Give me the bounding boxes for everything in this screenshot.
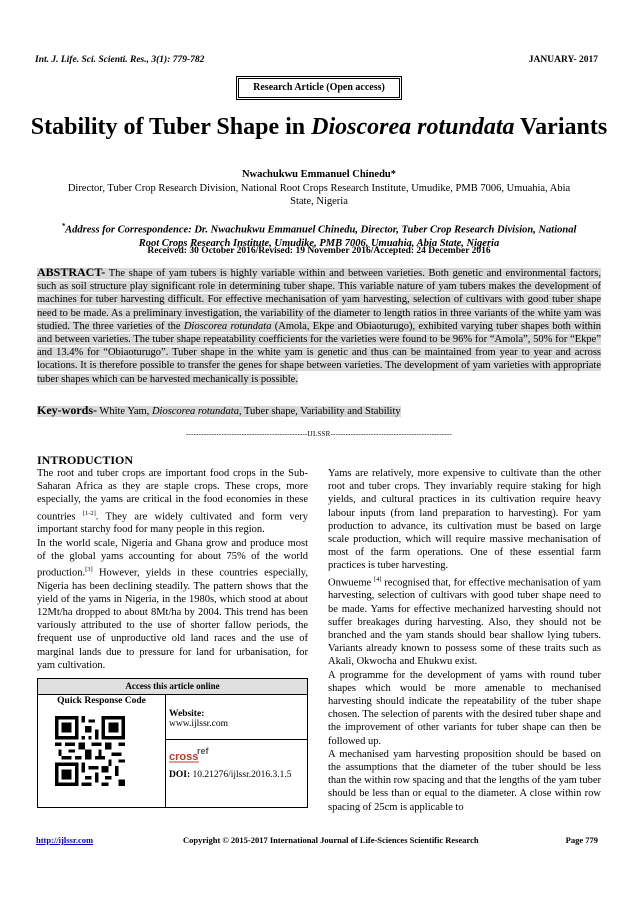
doi-line <box>169 770 291 780</box>
submission-dates: Received: 30 October 2016/Revised: 19 November 2016/Accepted: 24 December 2016 <box>147 246 491 256</box>
paper-title <box>30 112 608 142</box>
intro-paragraph-1 <box>37 467 308 537</box>
section-divider: ------------------------------------------------IJLSSR------------------------------------------------ <box>186 430 452 438</box>
correspondence-text: Address for Correspondence: Dr. Nwachukwu Emmanuel Chinedu, Director, Tuber Crop Research Division, National Root Crops Research Institute, Umudike, PMB 7006, Umuahia, Abia State, Nigeria <box>65 224 577 249</box>
abstract <box>37 266 601 386</box>
abstract-label: ABSTRACT- <box>37 265 106 279</box>
paragraph-text: However, yields in these countries especially, Nigeria has been declining steadily. The pattern shows that the yield of the yams in Nigeria, in the 1980s, which stood at about 12Mt/ha dropped to about 8Mt/ha by 2004. This trend has been variously attributed to the use of shorter fallow periods, the frequent use of unproductive old land races and the use of marginal lands due to pressure for land for urbanisation, for yam cultivation. <box>37 567 308 671</box>
website-label: Website: <box>169 709 205 719</box>
keywords-text: White Yam, <box>97 406 152 417</box>
paragraph-text: . They are widely cultivated and form very important starchy food for many people in this region. <box>37 511 308 536</box>
footer-journal-link[interactable]: http://ijlssr.com <box>36 835 94 845</box>
citation-1-2[interactable]: [1-2] <box>82 509 96 517</box>
paragraph-text: Onwueme <box>328 577 374 589</box>
left-column <box>37 467 308 672</box>
title-species: Dioscorea rotundata <box>311 114 515 140</box>
qr-label: Quick Response Code <box>57 696 146 706</box>
qr-cell <box>38 694 166 807</box>
access-box-heading: Access this article online <box>38 679 307 695</box>
intro-paragraph-4 <box>328 573 601 669</box>
footer-copyright: Copyright © 2015-2017 International Journal of Life-Sciences Scientific Research <box>183 835 479 845</box>
keywords-label: Key-words- <box>37 403 97 417</box>
keywords-species: Dioscorea rotundata <box>151 406 239 417</box>
running-header-journal: Int. J. Life. Sci. Scienti. Res., 3(1): 779-782 <box>35 55 205 65</box>
website-block <box>169 709 228 729</box>
doi-label: DOI: <box>169 770 191 780</box>
footer-page-number: Page 779 <box>565 835 598 845</box>
paragraph-text: recognised that, for effective mechanisation of yam harvesting, selection of cultivars with good tuber shape need to be made. Yams for effective mechanized harvesting should not suffer breakages during harvesting. Also, they should not be branched and the yam stands should bear shallow lying tubers. Variants already known to possess some of these traits such as Akali, Okwocha and Ehukwu exist. <box>328 577 601 668</box>
right-column <box>328 467 601 814</box>
intro-paragraph-5: A programme for the development of yams with round tuber shapes which would be more amenable to mechanised harvesting should indicate the repeatability of the tuber shape chosen. The selection of parents with the desired tuber shape and the improvement of other variants for tuber shape can then be followed up. <box>328 669 602 747</box>
citation-3[interactable]: [3] <box>85 565 93 573</box>
author-affiliation: Director, Tuber Crop Research Division, National Root Crops Research Institute, Umudike, PMB 7006, Umuahia, Abia State, Nigeria <box>67 183 571 207</box>
author-name: Nwachukwu Emmanuel Chinedu* <box>241 169 397 180</box>
svg-text:ref: ref <box>197 746 209 756</box>
title-text: Stability of Tuber Shape in <box>30 114 312 140</box>
website-link[interactable]: www.ijlssr.com <box>169 719 229 729</box>
citation-4[interactable]: [4] <box>373 575 382 583</box>
box-divider <box>166 739 307 740</box>
keywords <box>37 403 601 418</box>
abstract-text-cont: (Amola, Ekpe and Obiaoturugo), exhibited varying tuber shapes both within and between varieties. The tuber shape repeatability coefficients for the varieties were found to be 96% for “Amola”, 50% for “Ekpe” and 13.4% for “Obiaoturugo”. Tuber shape in the white yam is genetic and thus can be maintained from year to year and across locations. It is therefore possible to transfer the genes for shape between varieties. The development of yam varieties with appropriate tuber shapes which can be harvested mechanically is possible. <box>37 320 601 385</box>
running-header-date: JANUARY- 2017 <box>528 55 598 65</box>
qr-code-icon[interactable] <box>55 716 125 786</box>
intro-paragraph-3: Yams are relatively, more expensive to cultivate than the other root and tuber crops. They invariably require staking for high yields, and cultural practices in its cultivation require heavy labour inputs (from land preparation to harvesting). For yam production to advance, its cultivation must be based on large scale production, which will require massive mechanisation of most of the farm operations. One of these essential farm practices is tuber harvesting. <box>328 468 601 572</box>
corresponding-mark: * <box>61 222 66 230</box>
article-type-badge: Research Article (Open access) <box>236 76 402 100</box>
intro-paragraph-6: A mechanised yam harvesting proposition should be based on the assumptions that the diameter of the tuber should be less than the within row spacing and that the lengths of the yam tuber should be less than or equal to the diameter. A close within row spacing of 25cm is applicable to <box>328 748 601 813</box>
paragraph-text: In the world scale, Nigeria and Ghana grow and produce most of the global yams accounting for about 75% of the world production. <box>37 537 308 579</box>
abstract-species: Dioscorea rotundata <box>183 320 272 332</box>
doi-value[interactable]: 10.21276/ijlssr.2016.3.1.5 <box>192 770 292 780</box>
crossref-logo-icon <box>169 745 214 765</box>
title-text-end: Variants <box>514 114 608 140</box>
abstract-text: The shape of yam tubers is highly variable within and between varieties. Both genetic and environmental factors, such as soil structure play significant role in determining tuber shape. This variable nature of yam tubers makes the development of machines for tuber harvesting difficult. For effective mechanisation of yam harvesting, selection of cultivars with good tuber shape need to be made. As a preliminary investigation, the variability of the diameter to length ratios in three variants of the white yam was studied. The three varieties of the <box>37 268 601 332</box>
article-access-box <box>37 678 308 808</box>
svg-text:cross: cross <box>169 751 199 763</box>
introduction-heading: INTRODUCTION <box>37 453 134 467</box>
keywords-text-cont: , Tuber shape, Variability and Stability <box>238 406 401 417</box>
paragraph-text: The root and tuber crops are important food crops in the Sub-Saharan Africa as they are staple crops. These crops, more especially, the yams are critical in the food economies in these countries <box>37 468 308 523</box>
intro-paragraph-2 <box>37 537 308 673</box>
